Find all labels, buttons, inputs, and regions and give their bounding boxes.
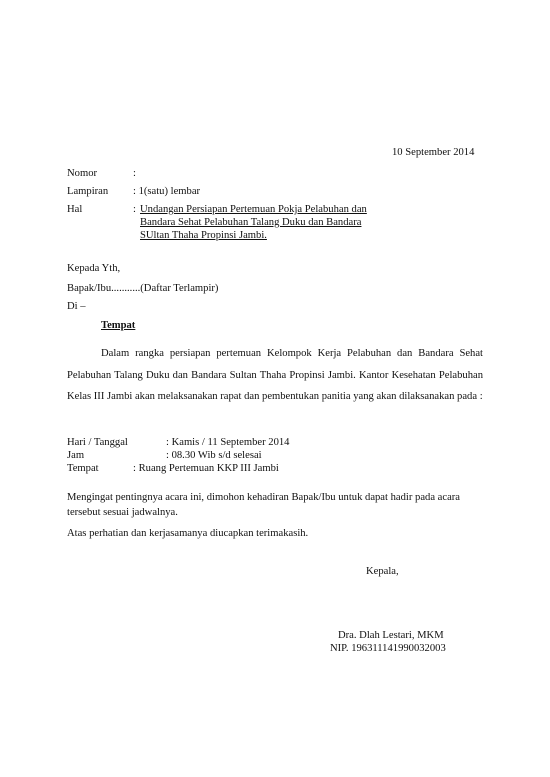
intro-paragraph: Dalam rangka persiapan pertemuan Kelompok Kerja Pelabuhan dan Bandara Sehat Pelabuhan Talang Duku dan Bandara Sultan Thaha Propinsi Jambi. Kantor Kesehatan Pelabuhan Kelas III Jambi akan melaksanakan rapat dan pembentukan panitia yang akan dilaksanakan pada :: [67, 348, 483, 402]
subject-line-2: Bandara Sehat Pelabuhan Talang Duku dan Bandara: [140, 217, 362, 228]
signature-nip: NIP. 196311141990032003: [330, 643, 446, 654]
field-value-hal: :: [133, 204, 136, 215]
field-label-lampiran: Lampiran: [67, 186, 109, 197]
subject-line-1: Undangan Persiapan Pertemuan Pokja Pelabuhan dan: [140, 204, 367, 215]
schedule-value-day: : Kamis / 11 September 2014: [166, 437, 290, 448]
signature-title: Kepala,: [366, 566, 399, 577]
recipient-name: Bapak/Ibu...........(Daftar Terlampir): [67, 283, 219, 294]
field-value-lampiran: : 1(satu) lembar: [133, 186, 201, 197]
schedule-value-time: : 08.30 Wib s/d selesai: [166, 450, 262, 461]
field-label-nomor: Nomor: [67, 168, 98, 179]
subject-line-3: SUltan Thaha Propinsi Jambi.: [140, 230, 267, 241]
letter-date: 10 September 2014: [392, 147, 475, 158]
schedule-label-place: Tempat: [67, 463, 99, 474]
recipient-di: Di –: [67, 301, 86, 312]
schedule-value-place: : Ruang Pertemuan KKP III Jambi: [133, 463, 279, 474]
thanks-line: Atas perhatian dan kerjasamanya diucapkan terimakasih.: [67, 528, 309, 539]
recipient-place: Tempat: [101, 320, 136, 331]
recipient-greeting: Kepada Yth,: [67, 263, 121, 274]
field-value-nomor: :: [133, 168, 136, 179]
signature-name: Dra. Dlah Lestari, MKM: [338, 630, 444, 641]
schedule-label-day: Hari / Tanggal: [67, 437, 128, 448]
closing-paragraph: Mengingat pentingnya acara ini, dimohon kehadiran Bapak/Ibu untuk dapat hadir pada acara tersebut sesuai jadwalnya.: [67, 492, 461, 518]
schedule-label-time: Jam: [67, 450, 85, 461]
field-label-hal: Hal: [67, 204, 83, 215]
